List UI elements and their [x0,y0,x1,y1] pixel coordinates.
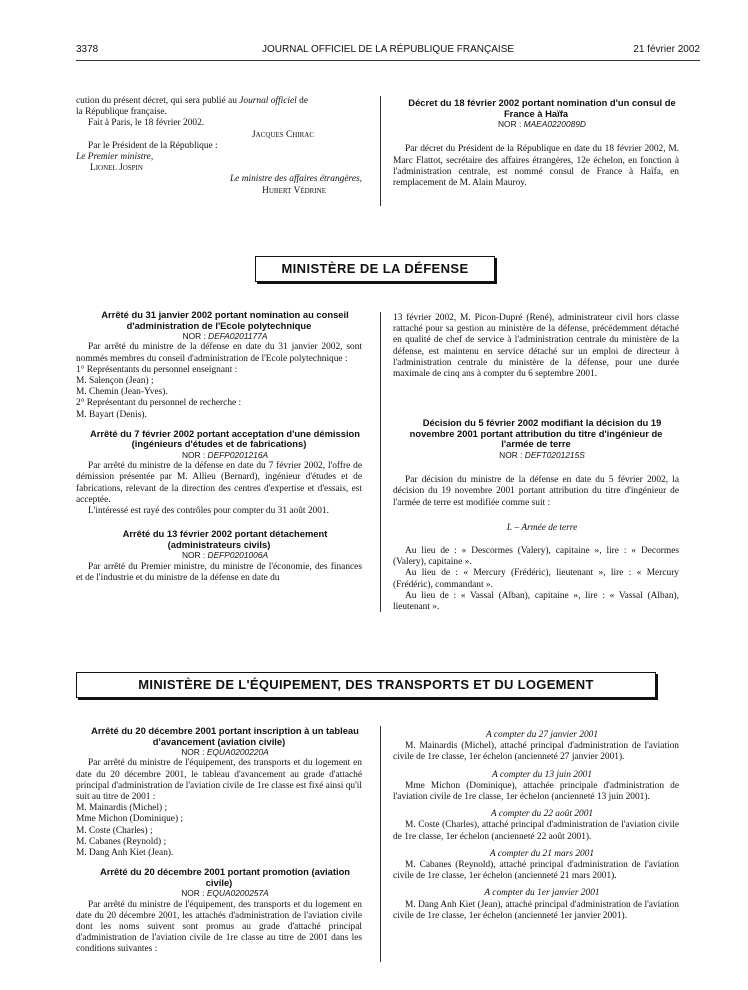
nor-reference: NOR : DEFP0201216A [181,450,269,460]
nor-reference: NOR : DEFT0201215S [499,450,585,460]
premier-ministre-label: Le Premier ministre, [76,152,154,163]
decision-subheading: I. – Armée de terre [506,522,578,533]
nor-reference: NOR : EQUA0200257A [181,888,269,899]
arrete-tableau-title: Arrêté du 20 décembre 2001 portant inscription à un tableau d'avancement (aviation civile) [91,725,359,747]
promotion-text: M. Dang Anh Kiet (Jean), attaché principal d'administration de l'aviation civile de 1re classe, 1er échelon (ancienneté 1er janvier 2001). [393,899,679,921]
decree-ending-text: cution du présent décret, qui sera publié au Journal officiel de [76,96,308,106]
journal-title: JOURNAL OFFICIEL DE LA RÉPUBLIQUE FRANÇAISE [261,44,515,55]
promotion-date: A compter du 13 juin 2001 [491,769,593,780]
list-line: M. Salençon (Jean) ; [76,376,154,386]
decret-consul-haifa [393,98,679,189]
decision-body: Par décision du ministre de la défense en date du 5 février 2002, la décision du 19 novembre 2001 portant attribution du titre d'ingénieur de l'armée de terre est modifiée comme suit : [393,475,679,508]
page-header [76,44,700,58]
par-le-president: Par le Président de la République : [88,140,218,151]
arrete-polytechnique-body: Par arrêté du ministre de la défense en date du 31 janvier 2002, sont nommés membres du conseil d'administration de l'Ecole polytechnique : [76,342,362,364]
list-line: 2° Représentant du personnel de recherche : [76,398,242,409]
fait-a-paris: Fait à Paris, le 18 février 2002. [88,118,205,129]
arrete-detachement-body: Par arrêté du Premier ministre, du ministre de l'économie, des finances et de l'industrie et du ministre de la défense en date du [76,561,362,583]
issue-date: 21 février 2002 [633,44,700,55]
promotion-text: Mme Michon (Dominique), attachée principale d'administration de l'aviation civile de 1re classe, 1er échelon (ancienneté 13 juin 2001). [393,780,679,803]
name-item: M. Dang Anh Kiet (Jean). [76,848,174,859]
arrete-demission-body: Par arrêté du ministre de la défense en date du 7 février 2002, l'offre de démission présentée par M. Allieu (Bernard), ingénieur d'études et de fabrications, relevant de la direction des centres d'expertise et d'essais, est acceptée. [76,461,362,505]
decree-ending [76,96,362,197]
arrete-tableau-body: Par arrêté du ministre de l'équipement, des transports et du logement en date du 20 décembre 2001, le tableau d'avancement au grade d'attaché principal d'administration de l'aviation civile de 1re classe est fixé ainsi qu'il suit au titre de 2001 : [76,758,362,802]
page-number: 3378 [76,44,99,55]
promotion-date: A compter du 21 mars 2001 [489,848,595,859]
decret-title: Décret du 18 février 2002 portant nomination d'un consul de France à Haïfa [408,97,676,119]
decision-item: Au lieu de : « Mercury (Frédéric), lieutenant », lire : « Mercury (Frédéric), commandant ». [393,568,679,590]
decision-item: Au lieu de : « Descormes (Valery), capitaine », lire : « Decormes (Valery), capitaine ». [393,546,679,568]
decision-title: Décision du 5 février 2002 modifiant la décision du 19 novembre 2001 portant attribution du titre d'ingénieur de l'armée de terre [409,417,663,450]
decree-ending-line2: la République française. [76,107,167,118]
name-item: M. Cabanes (Reynold) ; [76,836,167,847]
arrete-demission-title: Arrêté du 7 février 2002 portant acceptation d'une démission (ingénieurs d'études et de fabrications) [89,427,361,450]
name-item: Mme Michon (Dominique) ; [76,814,184,825]
column-rule-equipement [380,726,381,962]
nor-reference: NOR : EQUA0200220A [181,747,269,758]
ministre-name: Hubert Védrine [262,185,326,196]
section-heading-equipement: MINISTÈRE DE L'ÉQUIPEMENT, DES TRANSPORTS ET DU LOGEMENT [76,672,656,698]
name-item: M. Mainardis (Michel) ; [76,803,168,814]
promotion-text: M. Mainardis (Michel), attaché principal d'administration de l'aviation civile de 1re classe, 1er échelon (ancienneté 27 janvier 2001). [393,741,679,763]
decision-item: Au lieu de : « Vassal (Alban), capitaine », lire : « Vassal (Alban), lieutenant ». [393,590,679,613]
ministre-label: Le ministre des affaires étrangères, [229,174,362,185]
list-line: M. Chemin (Jean-Yves). [76,387,168,398]
promotion-date: A compter du 22 août 2001 [490,809,594,820]
nor-reference: NOR : MAEA0220089D [498,119,586,130]
defense-right-column [393,313,679,613]
header-rule [76,60,700,61]
arrete-promotion-title: Arrêté du 20 décembre 2001 portant promotion (aviation civile) [99,866,351,888]
column-rule-defense [380,312,381,612]
arrete-demission-body2: L'intéressé est rayé des contrôles pour compter du 31 août 2001. [88,506,329,517]
promotion-date: A compter du 1er janvier 2001 [484,888,600,899]
signatory-president: Jacques Chirac [251,129,314,140]
decret-body: Par décret du Président de la République en date du 18 février 2002, M. Marc Flattot, secrétaire des affaires étrangères, 12e échelon, en fonction à l'administration centrale, est nommé consul de France à Haïfa, en remplacement de M. Alain Mauroy. [393,144,679,188]
section-heading-defense: MINISTÈRE DE LA DÉFENSE [255,256,495,282]
list-line: 1° Représentants du personnel enseignant : [76,364,238,375]
promotion-date: A compter du 27 janvier 2001 [485,730,599,740]
list-line: M. Bayart (Denis). [76,409,147,420]
equipement-left-column [76,726,362,956]
promotion-text: M. Cabanes (Reynold), attaché principal d'administration de l'aviation civile de 1re classe, 1er échelon (ancienneté 21 mars 2001). [393,860,679,882]
name-item: M. Coste (Charles) ; [76,825,153,836]
promotion-text: M. Coste (Charles), attaché principal d'administration de l'aviation civile de 1re classe, 1er échelon (ancienneté 22 août 2001). [393,820,679,842]
nor-reference: NOR : DEFA0201177A [182,331,268,342]
defense-left-column [76,310,362,584]
arrete-detachement-title: Arrêté du 13 février 2002 portant détachement (administrateurs civils) [122,528,328,550]
nor-reference: NOR : DEFP0201006A [181,550,269,561]
arrete-promotion-body: Par arrêté du ministre de l'équipement, des transports et du logement en date du 20 décembre 2001, les attachés d'administration de l'aviation civile dont les noms suivent sont promus au grade d'attaché principal d'administration de l'aviation civile de 1re classe au titre de 2001 dans les conditions suivantes : [76,899,362,955]
column-rule-top [380,96,381,206]
detachement-continuation: 13 février 2002, M. Picon-Dupré (René), administrateur civil hors classe rattaché pour sa gestion au ministère de la défense, précédemment détaché en qualité de chef de service à l'administration centrale du ministère de la défense, est maintenu en service détaché sur un emploi de directeur à l'administration centrale du ministère de la défense, pour une durée maximale de cinq ans à compter du 6 septembre 2001. [393,313,679,380]
premier-ministre-name: Lionel Jospin [90,163,143,174]
equipement-right-column [393,730,679,922]
arrete-polytechnique-title: Arrêté du 31 janvier 2002 portant nomination au conseil d'administration de l'Ecole polytechnique [101,309,349,331]
